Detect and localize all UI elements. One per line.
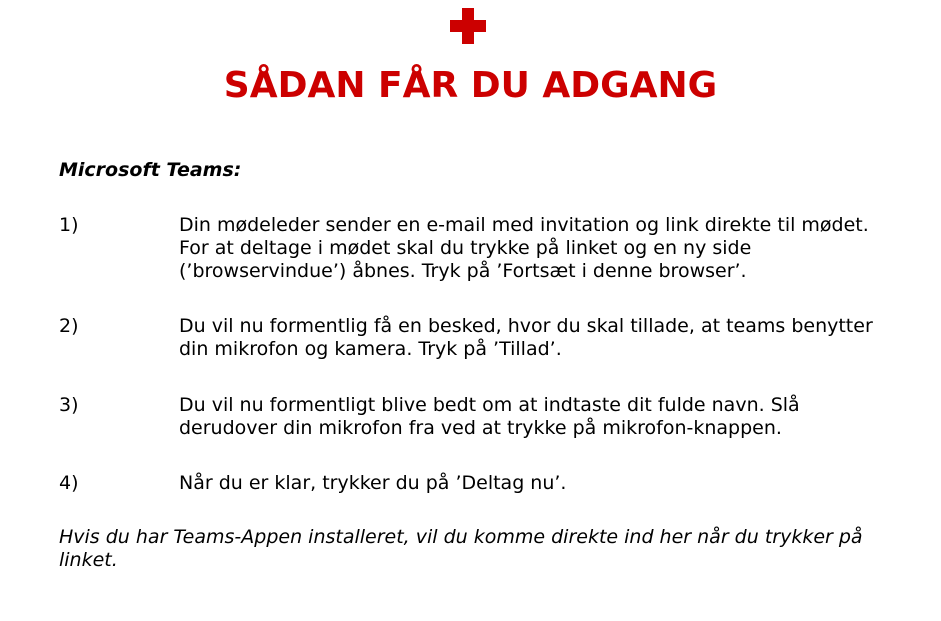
section-heading: Microsoft Teams: [59,159,242,181]
page-title: SÅDAN FÅR DU ADGANG [223,65,718,106]
step-3-number: 3) [59,394,79,416]
red-cross-horizontal-bar [450,20,486,32]
step-4-number: 4) [59,472,79,494]
step-4-text: Når du er klar, trykker du på ’Deltag nu’. [179,472,567,494]
red-cross-icon [450,8,486,44]
step-3-text: Du vil nu formentligt blive bedt om at indtaste dit fulde navn. Slå derudover din mikrofon fra ved at trykke på mikrofon-knappen. [179,394,800,439]
step-2-number: 2) [59,315,79,337]
step-1-text: Din mødeleder sender en e-mail med invitation og link direkte til mødet. For at deltage i mødet skal du trykke på linket og en ny side (’browservindue’) åbnes. Tryk på ’Fortsæt i denne browser’. [179,214,869,282]
step-2-text: Du vil nu formentlig få en besked, hvor du skal tillade, at teams benytter din mikrofon og kamera. Tryk på ’Tillad’. [179,315,873,360]
step-1-number: 1) [59,214,79,236]
teams-app-note: Hvis du har Teams-Appen installeret, vil du komme direkte ind her når du trykker på linket. [59,526,863,571]
